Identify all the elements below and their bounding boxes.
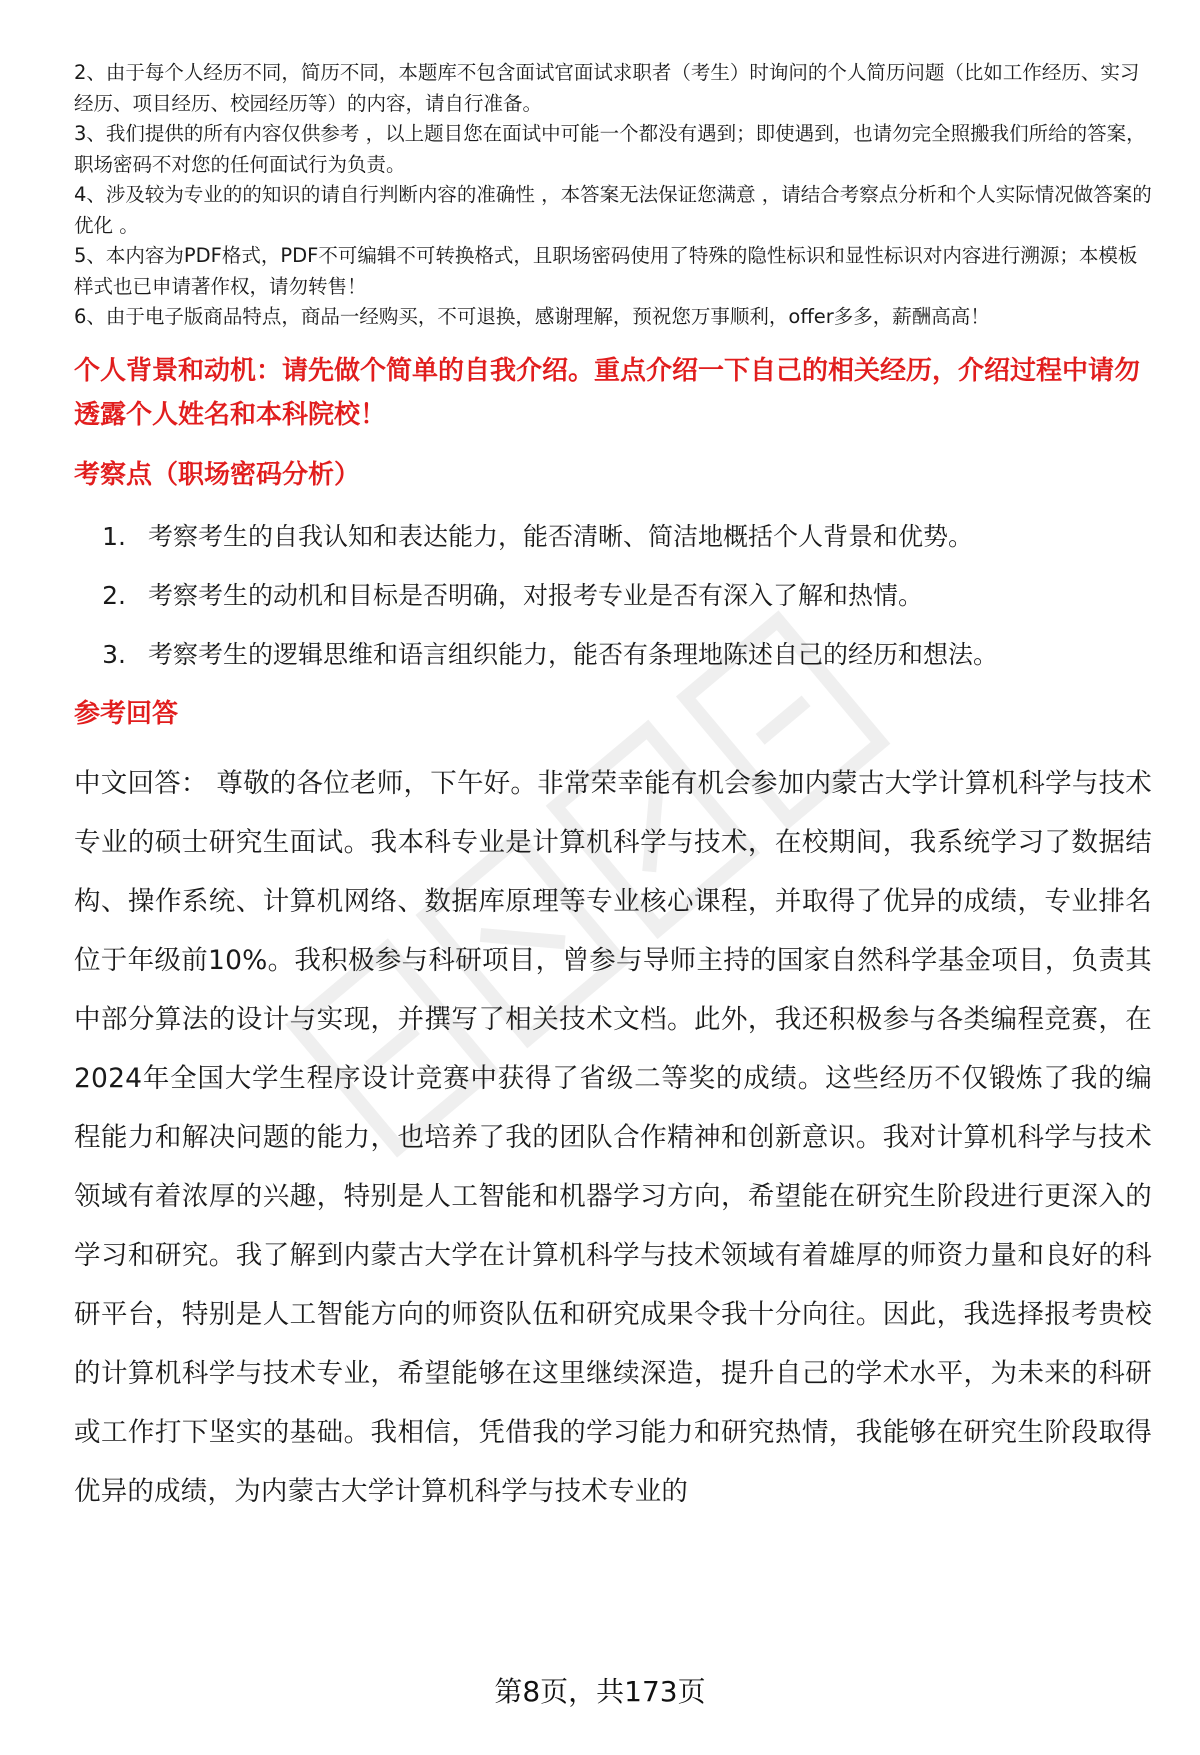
notice-item: 2、由于每个人经历不同，简历不同，本题库不包含面试官面试求职者（考生）时询问的个人简历问题（比如工作经历、实习经历、项目经历、校园经历等）的内容，请自行准备。	[74, 61, 1140, 115]
point-number: 1.	[102, 521, 126, 551]
point-number: 2.	[102, 580, 126, 610]
answer-text: 中文回答： 尊敬的各位老师，下午好。非常荣幸能有机会参加内蒙古大学计算机科学与技术专业的硕士研究生面试。我本科专业是计算机科学与技术，在校期间，我系统学习了数据结构、操作系统、计算机网络、数据库原理等专业核心课程，并取得了优异的成绩，专业排名位于年级前10%。我积极参与科研项目，曾参与导师主持的国家自然科学基金项目，负责其中部分算法的设计与实现，并撰写了相关技术文档。此外，我还积极参与各类编程竞赛，在2024年全国大学生程序设计竞赛中获得了省级二等奖的成绩。这些经历不仅锻炼了我的编程能力和解决问题的能力，也培养了我的团队合作精神和创新意识。我对计算机科学与技术领域有着浓厚的兴趣，特别是人工智能和机器学习方向，希望能在研究生阶段进行更深入的学习和研究。我了解到内蒙古大学在计算机科学与技术领域有着雄厚的师资力量和良好的科研平台，特别是人工智能方向的师资队伍和研究成果令我十分向往。因此，我选择报考贵校的计算机科学与技术专业，希望能够在这里继续深造，提升自己的学术水平，为未来的科研或工作打下坚实的基础。我相信，凭借我的学习能力和研究热情，我能够在研究生阶段取得优异的成绩，为内蒙古大学计算机科学与技术专业的	[74, 767, 1152, 1507]
analysis-points	[74, 517, 1152, 675]
point-text: 考察考生的逻辑思维和语言组织能力，能否有条理地陈述自己的经历和想法。	[148, 639, 999, 669]
notice-item: 4、涉及较为专业的的知识的请自行判断内容的准确性 ，本答案无法保证您满意 ，请结合考察点分析和个人实际情况做答案的优化 。	[74, 183, 1152, 237]
page-footer: 第8页，共173页	[494, 1675, 706, 1708]
notice-item: 6、由于电子版商品特点，商品一经购买，不可退换，感谢理解，预祝您万事顺利，offer多多，薪酬高高！	[74, 305, 990, 328]
analysis-point	[74, 576, 1152, 616]
analysis-point	[74, 517, 1152, 557]
notice-item: 3、我们提供的所有内容仅供参考 ，以上题目您在面试中可能一个都没有遇到；即使遇到，也请勿完全照搬我们所给的答案，职场密码不对您的任何面试行为负责。	[74, 122, 1146, 176]
point-number: 3.	[102, 639, 126, 669]
notice-item: 5、本内容为PDF格式，PDF不可编辑不可转换格式，且职场密码使用了特殊的隐性标识和显性标识对内容进行溯源；本模板样式也已申请著作权，请勿转售！	[74, 244, 1138, 298]
notice-list	[74, 58, 1152, 333]
analysis-point	[74, 635, 1152, 675]
answer-heading: 参考回答	[74, 698, 179, 729]
analysis-heading: 考察点（职场密码分析）	[74, 459, 361, 490]
point-text: 考察考生的自我认知和表达能力，能否清晰、简洁地概括个人背景和优势。	[148, 521, 974, 551]
page-content	[74, 58, 1152, 1521]
point-text: 考察考生的动机和目标是否明确，对报考专业是否有深入了解和热情。	[148, 580, 924, 610]
question-heading: 个人背景和动机：请先做个简单的自我介绍。重点介绍一下自己的相关经历，介绍过程中请勿透露个人姓名和本科院校！	[74, 355, 1141, 430]
